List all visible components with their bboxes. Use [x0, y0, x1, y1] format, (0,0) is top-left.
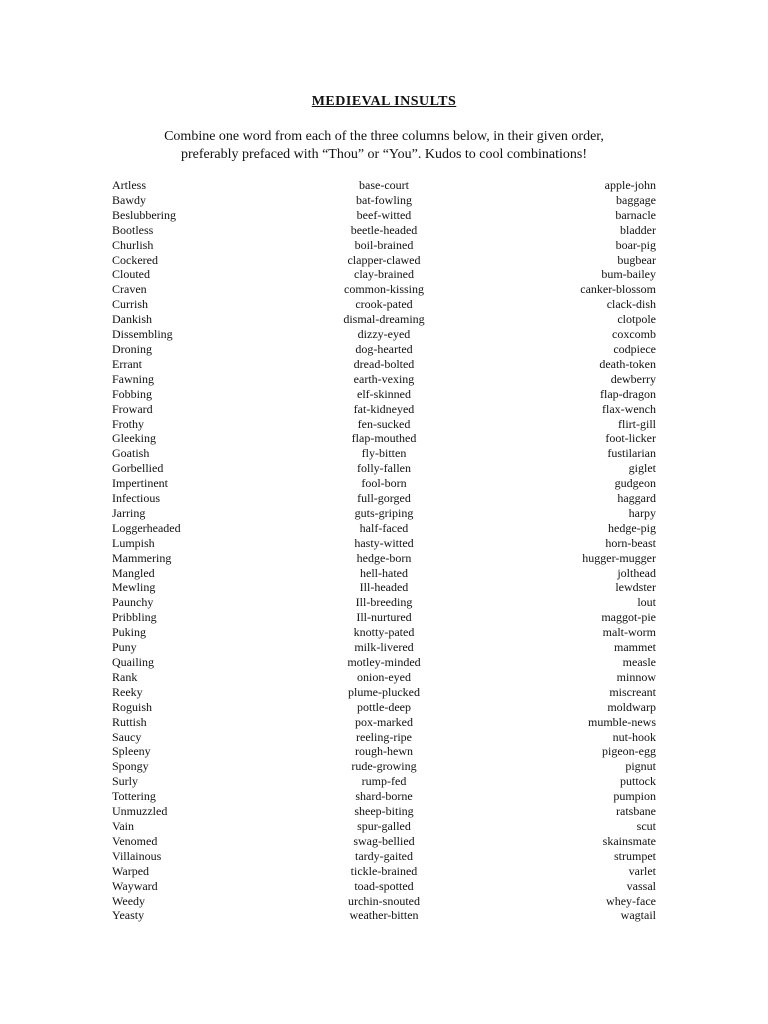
word-item: fen-sucked — [357, 416, 411, 431]
word-item: maggot-pie — [601, 610, 656, 625]
word-item: Errant — [112, 356, 142, 371]
word-item: plume-plucked — [348, 684, 420, 699]
word-item: puttock — [620, 774, 656, 789]
word-item: Paunchy — [112, 595, 154, 610]
intro-paragraph — [0, 128, 768, 164]
word-item: rump-fed — [361, 774, 407, 789]
word-item: swag-bellied — [353, 833, 415, 848]
word-item: lout — [637, 595, 656, 610]
word-item: Saucy — [112, 729, 142, 744]
word-item: Ill-headed — [359, 580, 409, 595]
word-item: bladder — [620, 222, 656, 237]
word-item: miscreant — [609, 684, 656, 699]
word-item: urchin-snouted — [348, 893, 420, 908]
word-item: Jarring — [112, 505, 146, 520]
word-item: Unmuzzled — [112, 804, 168, 819]
word-item: folly-fallen — [357, 461, 411, 476]
word-item: spur-galled — [357, 818, 411, 833]
word-item: milk-livered — [354, 640, 414, 655]
word-item: gudgeon — [614, 476, 656, 491]
word-item: elf-skinned — [357, 386, 411, 401]
word-item: crook-pated — [355, 297, 413, 312]
word-item: Artless — [112, 178, 146, 192]
word-item: fat-kidneyed — [353, 401, 415, 416]
word-item: Dissembling — [112, 327, 173, 342]
word-item: hell-hated — [360, 565, 408, 580]
word-item: Mammering — [112, 550, 172, 565]
word-item: Puny — [112, 640, 137, 655]
word-item: Tottering — [112, 789, 156, 804]
word-item: harpy — [628, 505, 656, 520]
word-item: Pribbling — [112, 610, 157, 625]
word-item: moldwarp — [607, 699, 656, 714]
word-item: Churlish — [112, 237, 154, 252]
word-item: Ill-breeding — [355, 595, 413, 610]
word-item: Gorbellied — [112, 461, 164, 476]
word-item: Spleeny — [112, 744, 151, 759]
word-item: pigeon-egg — [602, 744, 656, 759]
word-item: Weedy — [112, 893, 146, 908]
word-item: boil-brained — [354, 237, 414, 252]
word-item: motley-minded — [347, 655, 421, 669]
word-item: Goatish — [112, 446, 150, 461]
word-item: rude-growing — [351, 759, 417, 774]
word-item: Ruttish — [112, 714, 147, 729]
word-item: hedge-pig — [608, 520, 656, 535]
word-item: whey-face — [606, 893, 656, 908]
word-item: base-court — [359, 178, 409, 192]
word-item: Mangled — [112, 565, 155, 580]
word-item: beetle-headed — [350, 222, 418, 237]
word-item: dewberry — [610, 371, 656, 386]
word-item: Droning — [112, 341, 152, 356]
word-item: dismal-dreaming — [343, 312, 425, 327]
word-item: Roguish — [112, 699, 153, 714]
word-item: Gleeking — [112, 431, 156, 446]
word-item: flap-mouthed — [351, 431, 417, 446]
word-item: pumpion — [613, 789, 656, 804]
word-item: haggard — [617, 491, 656, 506]
word-item: nut-hook — [612, 729, 656, 744]
word-item: barnacle — [615, 207, 656, 222]
word-item: Surly — [112, 774, 139, 789]
word-item: Currish — [112, 297, 148, 312]
word-item: clack-dish — [606, 297, 656, 312]
word-item: reeling-ripe — [356, 729, 412, 744]
column-nouns — [476, 178, 656, 923]
word-item: dizzy-eyed — [357, 327, 411, 342]
word-item: skainsmate — [602, 833, 656, 848]
word-item: bugbear — [617, 252, 656, 267]
word-item: Bawdy — [112, 192, 146, 207]
word-item: Beslubbering — [112, 207, 176, 222]
word-item: Ill-nurtured — [356, 610, 412, 625]
word-item: Puking — [112, 625, 147, 640]
word-item: beef-witted — [356, 207, 412, 222]
word-item: foot-licker — [605, 431, 656, 446]
word-item: bat-fowling — [356, 192, 412, 207]
word-item: Frothy — [112, 416, 145, 431]
word-item: minnow — [616, 669, 656, 684]
word-item: pignut — [625, 759, 656, 774]
word-item: earth-vexing — [353, 371, 415, 386]
word-item: Lumpish — [112, 535, 155, 550]
word-item: wagtail — [620, 908, 656, 923]
word-item: guts-griping — [354, 505, 414, 520]
word-item: Rank — [112, 669, 138, 684]
word-item: Dankish — [112, 312, 152, 327]
word-item: Warped — [112, 863, 150, 878]
word-item: knotty-pated — [353, 625, 415, 640]
word-item: mumble-news — [588, 714, 656, 729]
word-item: measle — [622, 655, 656, 669]
word-item: Bootless — [112, 222, 154, 237]
word-item: weather-bitten — [349, 908, 419, 923]
word-item: flax-wench — [602, 401, 656, 416]
word-item: hasty-witted — [354, 535, 414, 550]
document-title: MEDIEVAL INSULTS — [311, 94, 457, 109]
word-item: half-faced — [359, 520, 409, 535]
word-item: common-kissing — [344, 282, 424, 297]
word-item: Vain — [112, 818, 134, 833]
word-item: full-gorged — [357, 491, 411, 506]
word-item: fustilarian — [607, 446, 656, 461]
word-item: pottle-deep — [357, 699, 411, 714]
word-item: Craven — [112, 282, 147, 297]
word-item: Impertinent — [112, 476, 168, 491]
word-item: canker-blossom — [580, 282, 656, 297]
column-adjectives — [112, 178, 292, 923]
word-item: rough-hewn — [355, 744, 413, 759]
word-item: Clouted — [112, 267, 150, 282]
word-item: baggage — [616, 192, 656, 207]
word-item: hedge-born — [356, 550, 412, 565]
word-item: shard-borne — [355, 789, 413, 804]
word-item: clotpole — [617, 312, 656, 327]
word-item: tickle-brained — [350, 863, 418, 878]
word-item: Mewling — [112, 580, 156, 595]
word-item: clapper-clawed — [347, 252, 421, 267]
word-item: scut — [636, 818, 656, 833]
word-item: toad-spotted — [354, 878, 414, 893]
intro-line-1: Combine one word from each of the three columns below, in their given order, — [164, 129, 604, 144]
word-item: strumpet — [614, 848, 656, 863]
word-item: bum-bailey — [601, 267, 656, 282]
word-item: hugger-mugger — [582, 550, 656, 565]
word-item: Loggerheaded — [112, 520, 181, 535]
word-item: Wayward — [112, 878, 158, 893]
column-compound-adjectives — [294, 178, 474, 923]
word-item: Spongy — [112, 759, 149, 774]
word-item: mammet — [614, 640, 656, 655]
word-item: fool-born — [361, 476, 407, 491]
word-item: Fobbing — [112, 386, 153, 401]
word-item: coxcomb — [612, 327, 656, 342]
word-item: lewdster — [615, 580, 656, 595]
word-item: Yeasty — [112, 908, 145, 923]
word-item: vassal — [626, 878, 656, 893]
word-item: death-token — [599, 356, 656, 371]
word-item: fly-bitten — [361, 446, 407, 461]
word-item: jolthead — [617, 565, 656, 580]
word-item: tardy-gaited — [355, 848, 413, 863]
word-item: flap-dragon — [600, 386, 656, 401]
word-item: malt-worm — [602, 625, 656, 640]
word-item: Fawning — [112, 371, 154, 386]
word-item: giglet — [628, 461, 656, 476]
word-item: pox-marked — [355, 714, 413, 729]
word-item: Cockered — [112, 252, 158, 267]
word-item: Infectious — [112, 491, 160, 506]
word-item: apple-john — [604, 178, 656, 192]
word-item: onion-eyed — [357, 669, 411, 684]
word-item: Venomed — [112, 833, 158, 848]
word-item: Froward — [112, 401, 153, 416]
word-item: Reeky — [112, 684, 143, 699]
word-item: dog-hearted — [355, 341, 413, 356]
word-item: Quailing — [112, 655, 154, 669]
word-item: flirt-gill — [618, 416, 656, 431]
word-item: horn-beast — [605, 535, 656, 550]
word-item: dread-bolted — [353, 356, 415, 371]
word-item: sheep-biting — [354, 804, 414, 819]
word-item: varlet — [628, 863, 656, 878]
word-item: ratsbane — [616, 804, 656, 819]
intro-line-2: preferably prefaced with “Thou” or “You”. Kudos to cool combinations! — [180, 147, 587, 162]
word-item: Villainous — [112, 848, 162, 863]
word-item: boar-pig — [615, 237, 656, 252]
word-item: codpiece — [613, 341, 656, 356]
word-item: clay-brained — [354, 267, 414, 282]
